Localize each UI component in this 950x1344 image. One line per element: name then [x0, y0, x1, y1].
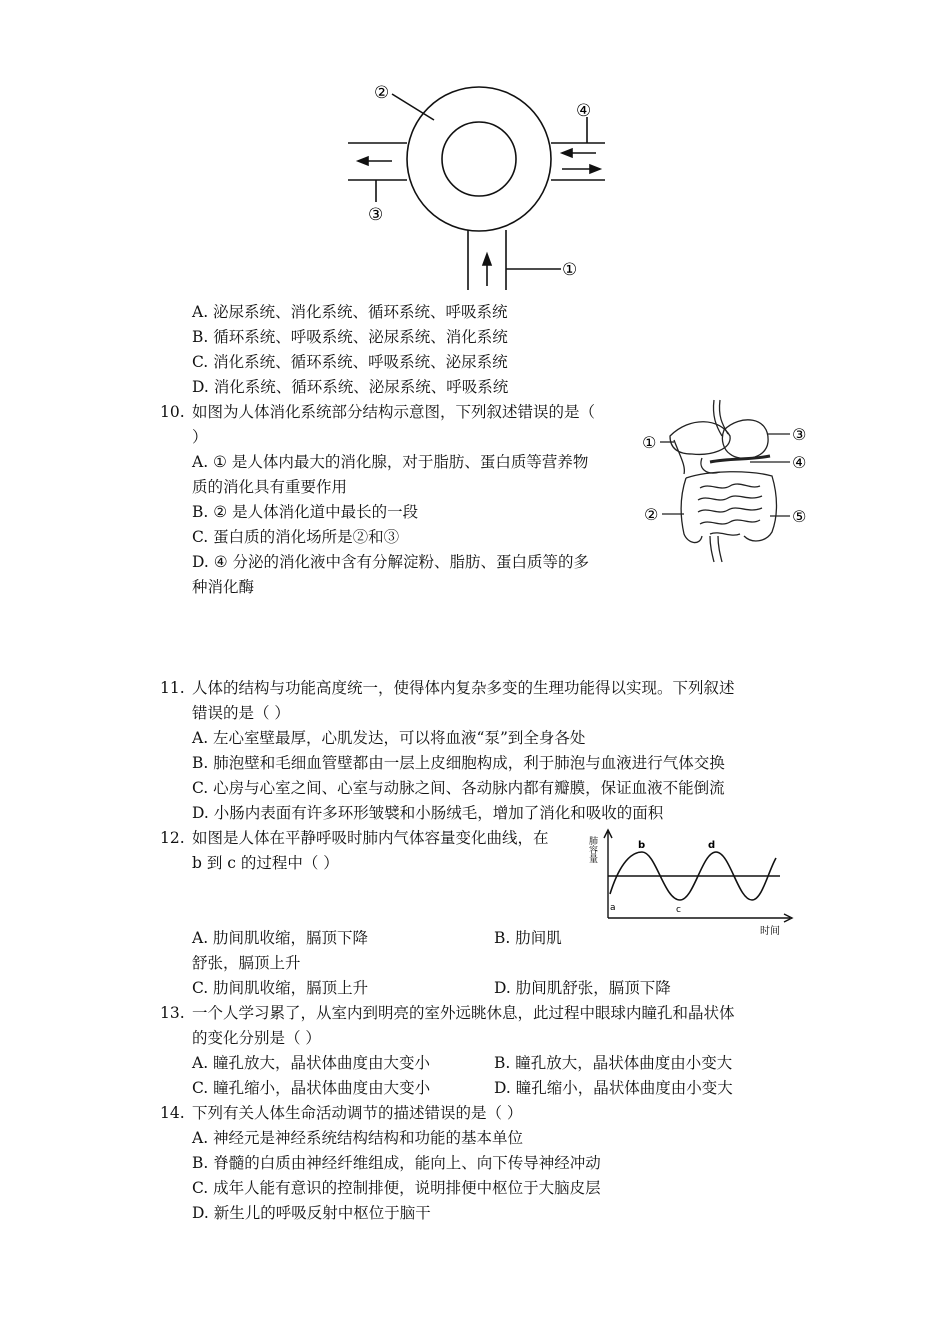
q10-number: 10. [160, 403, 185, 421]
point-c: c [676, 905, 681, 915]
q14-stem: 下列有关人体生命活动调节的描述错误的是（ ） [192, 1104, 523, 1122]
inner-ring [442, 122, 516, 196]
q12-option-b-cont: 舒张，膈顶上升 [192, 954, 301, 972]
q11-stem: 人体的结构与功能高度统一，使得体内复杂多变的生理功能得以实现。下列叙述 [192, 679, 735, 697]
label-2: ② [374, 83, 390, 103]
q10-stem: 如图为人体消化系统部分结构示意图，下列叙述错误的是（ [192, 403, 596, 421]
q13-number: 13. [160, 1004, 185, 1022]
label-1: ① [562, 260, 578, 280]
q14-option-d: D. 新生儿的呼吸反射中枢位于脑干 [192, 1204, 431, 1222]
q14-option-b: B. 脊髓的白质由神经纤维组成，能向上、向下传导神经冲动 [192, 1154, 601, 1172]
q12-stem: 如图是人体在平静呼吸时肺内气体容量变化曲线，在 [192, 829, 549, 847]
q14-option-c: C. 成年人能有意识的控制排便，说明排便中枢位于大脑皮层 [192, 1179, 601, 1197]
systems-diagram [340, 72, 620, 290]
point-a: a [610, 903, 616, 913]
q13-stem: 一个人学习累了，从室内到明亮的室外远眺休息，此过程中眼球内瞳孔和晶状体 [192, 1004, 735, 1022]
q11-option-b: B. 肺泡壁和毛细血管壁都由一层上皮细胞构成，利于肺泡与血液进行气体交换 [192, 754, 725, 772]
q10-option-a: A. ① 是人体内最大的消化腺，对于脂肪、蛋白质等营养物 [192, 453, 589, 471]
point-d: d [708, 840, 716, 851]
q12-number: 12. [160, 829, 185, 847]
digestive-system-figure [640, 396, 820, 566]
digestive-label-3: ③ [792, 425, 807, 444]
q12-option-d: D. 肋间肌舒张，膈顶下降 [494, 979, 671, 997]
label-3: ③ [368, 205, 384, 225]
q9-option-c: C. 消化系统、循环系统、呼吸系统、泌尿系统 [192, 353, 508, 371]
q10-option-d-cont: 种消化酶 [192, 578, 255, 596]
q14-number: 14. [160, 1104, 185, 1122]
outer-ring [407, 87, 551, 231]
digestive-label-5: ⑤ [792, 507, 807, 526]
q10-option-c: C. 蛋白质的消化场所是②和③ [192, 528, 400, 546]
q10-stem-cont: ） [192, 428, 208, 446]
q13-stem-cont: 的变化分别是（ ） [192, 1029, 321, 1047]
q10-option-a-cont: 质的消化具有重要作用 [192, 478, 348, 496]
label-4: ④ [576, 101, 592, 121]
q9-option-b: B. 循环系统、呼吸系统、泌尿系统、消化系统 [192, 328, 508, 346]
q13-option-c: C. 瞳孔缩小，晶状体曲度由大变小 [192, 1079, 431, 1097]
q12-option-b: B. 肋间肌 [494, 929, 562, 947]
digestive-label-2: ② [644, 505, 659, 524]
q11-number: 11. [160, 679, 185, 697]
q11-option-c: C. 心房与心室之间、心室与动脉之间、各动脉内都有瓣膜，保证血液不能倒流 [192, 779, 725, 797]
q9-option-a: A. 泌尿系统、消化系统、循环系统、呼吸系统 [192, 303, 508, 321]
q13-option-b: B. 瞳孔放大，晶状体曲度由小变大 [494, 1054, 733, 1072]
digestive-label-1: ① [642, 433, 657, 452]
q11-stem-cont: 错误的是（ ） [192, 704, 290, 722]
q13-option-d: D. 瞳孔缩小，晶状体曲度由小变大 [494, 1079, 733, 1097]
q10-option-d: D. ④ 分泌的消化液中含有分解淀粉、脂肪、蛋白质等的多 [192, 553, 590, 571]
q13-option-a: A. 瞳孔放大，晶状体曲度由大变小 [192, 1054, 431, 1072]
q11-option-a: A. 左心室壁最厚，心肌发达，可以将血液“泵”到全身各处 [192, 729, 586, 747]
digestive-label-4: ④ [792, 453, 807, 472]
q12-option-c: C. 肋间肌收缩，膈顶上升 [192, 979, 369, 997]
q12-stem-cont: b 到 c 的过程中（ ） [192, 854, 339, 872]
q9-option-d: D. 消化系统、循环系统、泌尿系统、呼吸系统 [192, 378, 509, 396]
chart-xlabel: 时间 [760, 926, 780, 937]
q11-option-d: D. 小肠内表面有许多环形皱襞和小肠绒毛，增加了消化和吸收的面积 [192, 804, 664, 822]
point-b: b [638, 840, 646, 851]
chart-ylabel: 肺容量 [587, 836, 597, 863]
q12-option-a: A. 肋间肌收缩，膈顶下降 [192, 929, 369, 947]
q14-option-a: A. 神经元是神经系统结构结构和功能的基本单位 [192, 1129, 524, 1147]
q10-option-b: B. ② 是人体消化道中最长的一段 [192, 503, 419, 521]
lung-volume-chart [587, 822, 800, 940]
